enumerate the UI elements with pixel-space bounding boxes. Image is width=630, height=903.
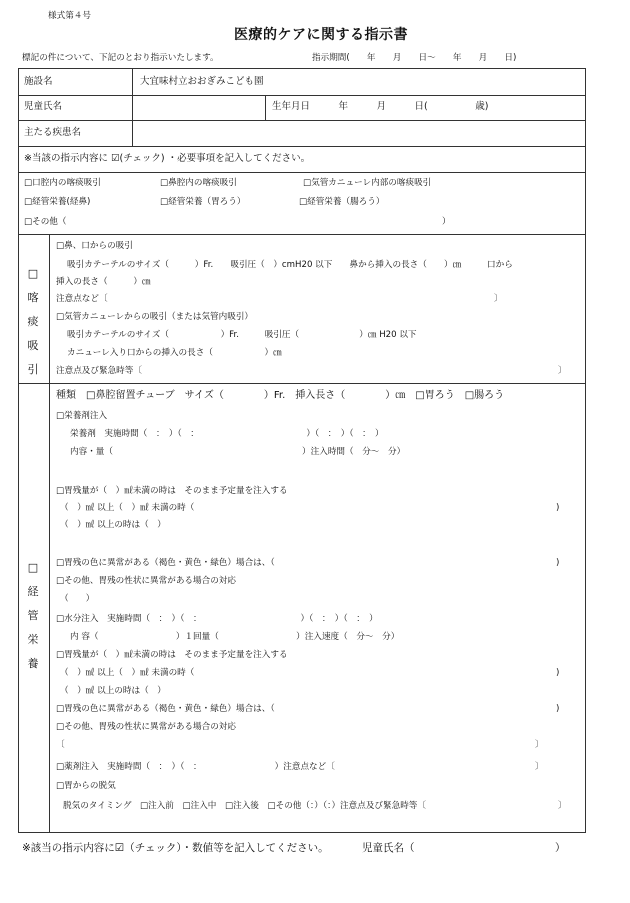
tube-check[interactable]: □ (27, 561, 39, 574)
water-residual-between[interactable]: （ ）㎖ 以上（ ）㎖ 未満の時（ (60, 668, 195, 678)
facility-value[interactable]: 大宜味村立おおぎみこども園 (140, 76, 264, 87)
child-name-field[interactable] (140, 99, 260, 117)
residual-over[interactable]: （ ）㎖ 以上の時は（ ） (60, 520, 166, 530)
tube-label-1: 経 (27, 585, 39, 598)
venting-timing[interactable]: 脱気のタイミング □注入前 □注入中 □注入後 □その他（：）（：）注意点及び緊急時等〔 (63, 801, 426, 811)
water-residual-between-close: ) (556, 668, 560, 678)
suction-notes[interactable]: 注意点など〔 (56, 294, 108, 304)
suction-label-1: 喀 (27, 291, 39, 304)
option-oral-suction[interactable]: □口腔内の喀痰吸引 (24, 178, 101, 188)
tube-label-2: 管 (27, 609, 39, 622)
nutrition-content[interactable]: 内容・量（ ）注入時間（ 分〜 分） (70, 447, 406, 457)
disease-label: 主たる疾患名 (24, 127, 82, 138)
nutrition-times[interactable]: 栄養剤 実施時間（ ： ）（ ： ）（ ： ）（ ： ） (70, 429, 384, 439)
suction-mouth-length[interactable]: 挿入の長さ（ ）㎝ (56, 277, 151, 287)
suction-cannula-size[interactable]: 吸引カテーテルのサイズ（ ）Fr. 吸引圧（ ）㎝ H20 以下 (67, 330, 417, 340)
water-injection[interactable]: □水分注入 実施時間（ ： ）（ ： ）（ ： ）（ ： ） (56, 614, 378, 624)
drug-injection-close: 〕 (535, 762, 544, 772)
tube-type-line[interactable]: 種類 □鼻腔留置チューブ サイズ（ ）Fr. 挿入長さ（ ）㎝ □胃ろう □腸ろう (56, 390, 505, 401)
water-residual-color[interactable]: □胃残の色に異常がある（褐色・黄色・緑色）場合は、（ (56, 704, 275, 714)
gastric-venting[interactable]: □胃からの脱気 (56, 781, 116, 791)
residual-between-close: ) (556, 503, 560, 513)
option-tube-nasal[interactable]: □経管栄養(経鼻) (24, 197, 91, 207)
venting-timing-close: 〕 (558, 801, 567, 811)
suction-emergency-notes[interactable]: 注意点及び緊急時等〔 (56, 366, 142, 376)
footer-note: ※該当の指示内容に☑（チェック）・数値等を記入してください。 (22, 842, 329, 854)
birth-date-field[interactable]: 生年月日 年 月 日( 歳) (272, 101, 489, 112)
suction-nose-mouth[interactable]: □鼻、口からの吸引 (56, 241, 133, 251)
option-other-close: ） (442, 217, 451, 227)
option-nasal-suction[interactable]: □鼻腔内の喀痰吸引 (160, 178, 237, 188)
option-cannula-suction[interactable]: □気管カニューレ内部の喀痰吸引 (303, 178, 432, 188)
suction-label-4: 引 (27, 363, 39, 376)
instruction-note: ※当該の指示内容に ☑(チェック) ・必要事項を記入してください。 (24, 153, 311, 164)
water-residual-under[interactable]: □胃残量が（ ）㎖未満の時は そのまま予定量を注入する (56, 650, 288, 660)
suction-check[interactable]: □ (27, 267, 39, 280)
water-residual-other[interactable]: □その他、胃残の性状に異常がある場合の対応 (56, 722, 236, 732)
disease-field[interactable] (140, 124, 580, 142)
suction-cannula-length[interactable]: カニューレ入り口からの挿入の長さ（ ）㎝ (67, 348, 282, 358)
suction-emergency-close: 〕 (558, 366, 567, 376)
instruction-period: 指示期間( 年 月 日〜 年 月 日) (312, 53, 517, 63)
suction-label-3: 吸 (27, 339, 39, 352)
child-name-label: 児童氏名 (24, 101, 63, 112)
residual-color[interactable]: □胃残の色に異常がある（褐色・黄色・緑色）場合は、（ (56, 558, 275, 568)
residual-under[interactable]: □胃残量が（ ）㎖未満の時は そのまま予定量を注入する (56, 486, 288, 496)
intro-text: 標記の件について、下記のとおり指示いたします。 (22, 53, 219, 63)
tube-label-4: 養 (27, 657, 39, 670)
water-residual-color-close: ) (556, 704, 560, 714)
water-content[interactable]: 内 容（ ）１回量（ ）注入速度（ 分〜 分） (70, 632, 400, 642)
facility-label: 施設名 (24, 76, 53, 87)
footer-child-name[interactable]: 児童氏名（ (362, 842, 415, 854)
nutrition-injection[interactable]: □栄養剤注入 (56, 411, 108, 421)
water-residual-over[interactable]: （ ）㎖ 以上の時は（ ） (60, 686, 166, 696)
residual-other-field[interactable]: （ ） (60, 594, 95, 604)
residual-other[interactable]: □その他、胃残の性状に異常がある場合の対応 (56, 576, 236, 586)
suction-cannula[interactable]: □気管カニューレからの吸引（または気管内吸引） (56, 312, 254, 322)
water-residual-other-field[interactable]: 〔 (56, 740, 65, 750)
water-residual-other-close: 〕 (535, 740, 544, 750)
residual-color-close: ) (556, 558, 560, 568)
residual-between[interactable]: （ ）㎖ 以上（ ）㎖ 未満の時（ (60, 503, 195, 513)
drug-injection[interactable]: □薬剤注入 実施時間（ ： ）（ ： ）注意点など〔 (56, 762, 335, 772)
option-tube-gastro[interactable]: □経管栄養（胃ろう） (160, 197, 246, 207)
suction-catheter-size[interactable]: 吸引カテーテルのサイズ（ ）Fr. 吸引圧（ ）cmH20 以下 鼻から挿入の長さ（ ）㎝ 口から (67, 260, 513, 270)
option-other[interactable]: □その他（ (24, 217, 67, 227)
page-title: 医療的ケアに関する指示書 (234, 27, 408, 43)
form-number: 様式第４号 (48, 11, 91, 21)
suction-label-2: 痰 (27, 315, 39, 328)
tube-label-3: 栄 (27, 633, 39, 646)
footer-child-name-close: ） (555, 842, 566, 854)
suction-notes-close: 〕 (494, 294, 503, 304)
option-tube-intestinal[interactable]: □経管栄養（腸ろう） (299, 197, 385, 207)
